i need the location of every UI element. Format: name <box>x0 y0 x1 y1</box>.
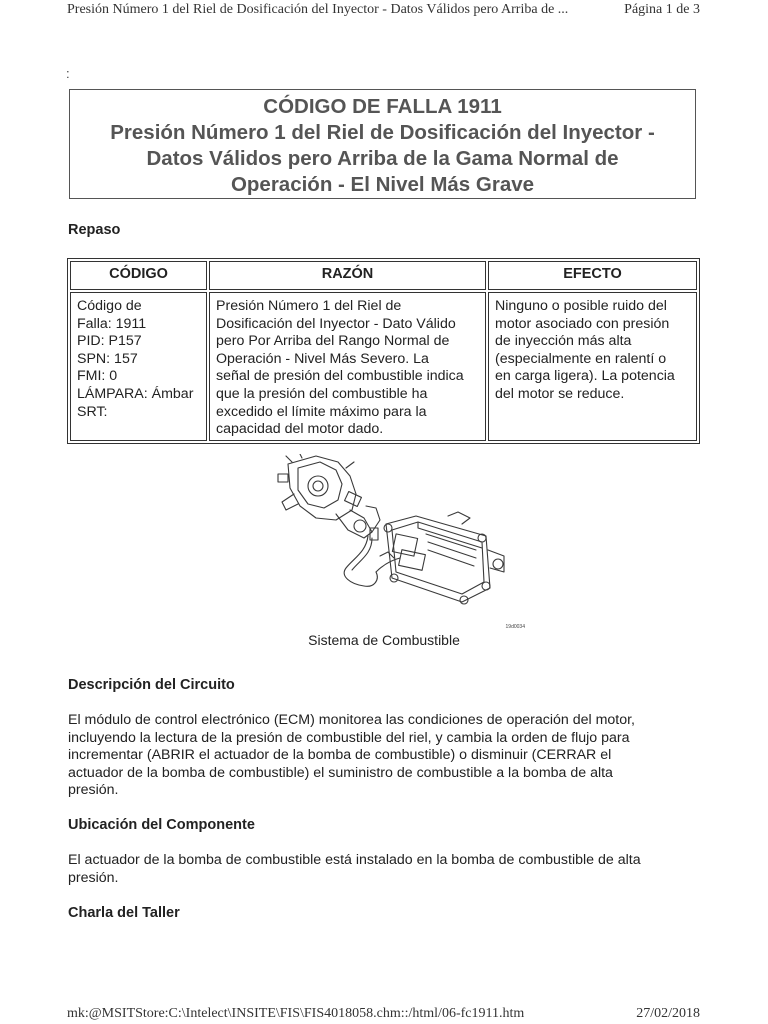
efecto-line: Ninguno o posible ruido del <box>495 298 667 314</box>
descripcion-line: incrementar (ABRIR el actuador de la bomba de combustible) o disminuir (CERRAR el <box>68 747 612 764</box>
razon-line: pero Por Arriba del Rango Normal de <box>216 333 450 350</box>
descripcion-paragraph <box>68 712 708 800</box>
table-header-codigo: CÓDIGO <box>70 261 207 290</box>
fault-code-title-box <box>69 89 696 199</box>
header-title: Presión Número 1 del Riel de Dosificación del Inyector - Datos Válidos pero Arriba de ... <box>67 2 569 17</box>
footer-date: 27/02/2018 <box>636 1006 700 1021</box>
razon-line: señal de presión del combustible indica <box>216 368 464 385</box>
codigo-line: SPN: 157 <box>77 350 138 367</box>
fault-description-line-1: Presión Número 1 del Riel de Dosificación del Inyector - <box>110 121 655 144</box>
ubicacion-paragraph <box>68 852 708 887</box>
codigo-line: Falla: 1911 <box>77 315 147 332</box>
codigo-line: FMI: 0 <box>77 368 118 385</box>
footer-file-path: mk:@MSITStore:C:\Intelect\INSITE\FIS\FIS4018058.chm::/html/06-fc1911.htm <box>67 1006 525 1021</box>
descripcion-line: actuador de la bomba de combustible) el suministro de combustible a la bomba de alta <box>68 764 613 781</box>
codigo-line: Código de <box>77 298 142 314</box>
efecto-line: de inyección más alta <box>495 333 632 350</box>
header-page-number: Página 1 de 3 <box>624 2 700 17</box>
table-header-razon: RAZÓN <box>209 261 486 290</box>
fault-summary-table <box>67 258 700 444</box>
efecto-line: en carga ligera). La potencia <box>495 368 675 385</box>
efecto-line: motor asociado con presión <box>495 315 670 332</box>
efecto-line: (especialmente en ralentí o <box>495 350 667 367</box>
table-cell-codigo <box>70 292 207 441</box>
section-heading-charla: Charla del Taller <box>68 905 180 921</box>
ubicacion-line: El actuador de la bomba de combustible está instalado en la bomba de combustible de alta <box>68 852 641 868</box>
section-heading-repaso: Repaso <box>68 222 121 238</box>
razon-line: excedido el límite máximo para la <box>216 403 427 420</box>
efecto-line: del motor se reduce. <box>495 385 625 402</box>
razon-line: Presión Número 1 del Riel de <box>216 298 402 314</box>
figure-id-label: 19d0034 <box>505 624 525 630</box>
fault-description-line-3: Operación - El Nivel Más Grave <box>230 173 535 196</box>
razon-line: capacidad del motor dado. <box>216 421 384 438</box>
section-heading-descripcion: Descripción del Circuito <box>68 677 235 693</box>
codigo-line: PID: P157 <box>77 333 142 350</box>
table-cell-razon <box>209 292 486 441</box>
razon-line: Dosificación del Inyector - Dato Válido <box>216 315 456 332</box>
descripcion-line: El módulo de control electrónico (ECM) monitorea las condiciones de operación del motor, <box>68 712 636 728</box>
codigo-line: LÁMPARA: Ámbar <box>77 385 194 402</box>
table-header-efecto: EFECTO <box>488 261 697 290</box>
razon-line: Operación - Nivel Más Severo. La <box>216 350 429 367</box>
section-heading-ubicacion: Ubicación del Componente <box>68 817 255 833</box>
razon-line: que la presión del combustible ha <box>216 385 428 402</box>
fuel-system-illustration <box>276 454 526 634</box>
descripcion-line: presión. <box>68 782 119 799</box>
table-cell-efecto <box>488 292 697 441</box>
fault-code-title: CÓDIGO DE FALLA 1911 <box>263 95 502 118</box>
figure-caption: Sistema de Combustible <box>308 632 460 648</box>
ubicacion-line: presión. <box>68 869 119 886</box>
fault-description-line-2: Datos Válidos pero Arriba de la Gama Normal de <box>146 147 619 170</box>
stray-colon: : <box>66 66 70 81</box>
descripcion-line: incluyendo la lectura de la presión de combustible del riel, y cambia la orden de flujo para <box>68 729 630 746</box>
codigo-line: SRT: <box>77 403 108 420</box>
